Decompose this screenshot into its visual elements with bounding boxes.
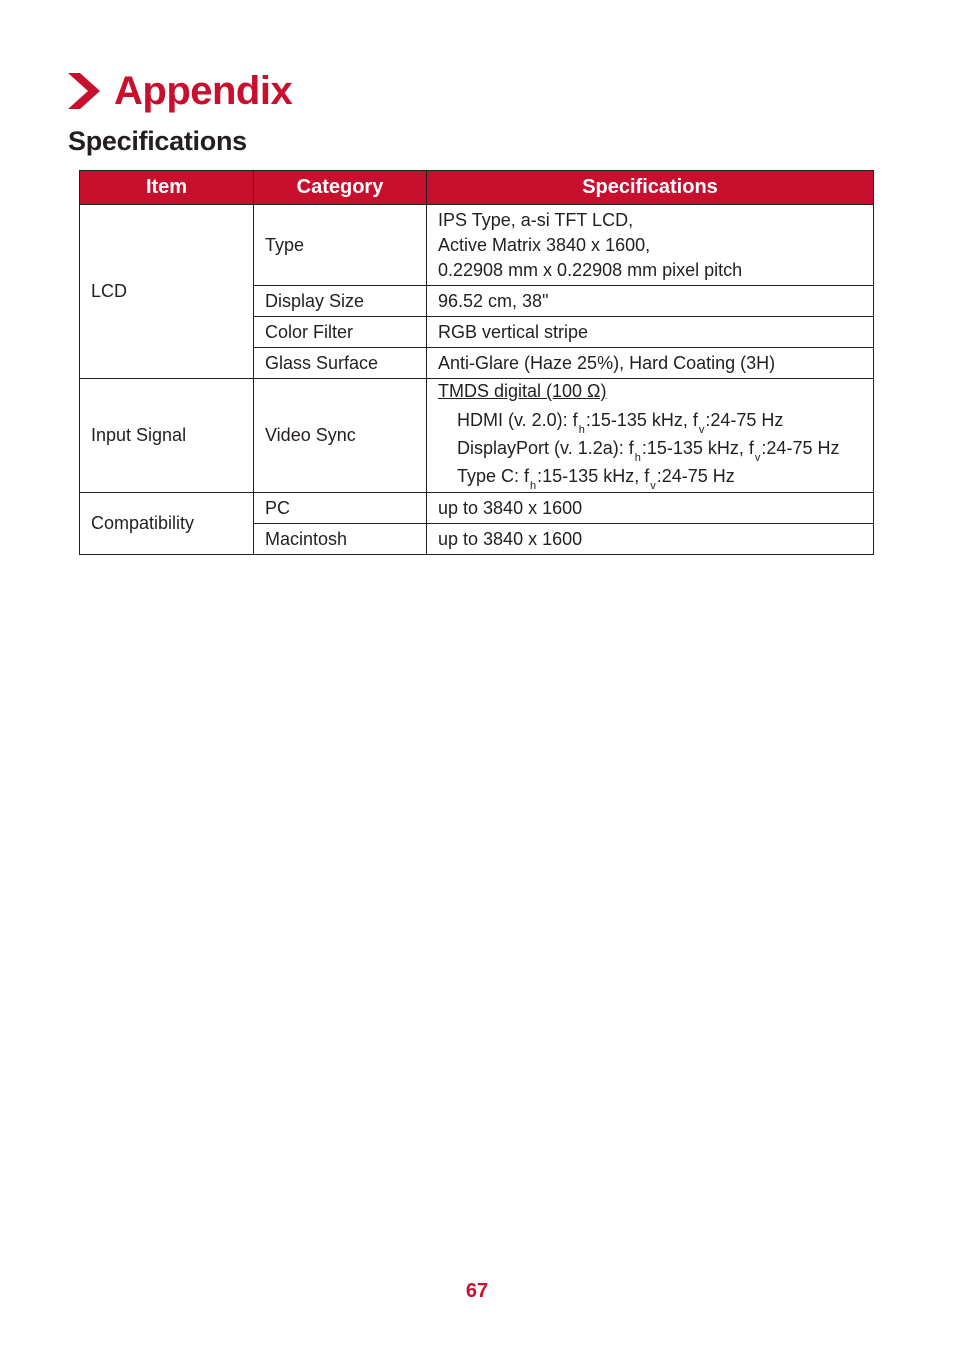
chapter-heading [66, 66, 292, 116]
sync-line-type-c [457, 464, 862, 492]
sync-text: :15-135 kHz, f [585, 410, 698, 430]
sync-lines [438, 408, 862, 492]
chevron-right-icon [66, 71, 102, 111]
table-row [80, 493, 874, 524]
item-compatibility: Compatibility [80, 493, 254, 555]
page-number: 67 [465, 1280, 489, 1302]
sync-text: DisplayPort (v. 1.2a): f [457, 438, 634, 458]
spec-type-line: IPS Type, a-si TFT LCD, [438, 209, 634, 230]
sync-text: :24-75 Hz [761, 438, 840, 458]
sync-text: Type C: f [457, 466, 530, 486]
header-item: Item [80, 171, 254, 205]
spec-type-line: 0.22908 mm x 0.22908 mm pixel pitch [438, 259, 743, 280]
spec-macintosh: up to 3840 x 1600 [427, 524, 874, 555]
subscript: v [754, 452, 761, 464]
table-header-row [80, 171, 874, 205]
header-category: Category [254, 171, 427, 205]
spec-type [427, 205, 874, 286]
header-specifications: Specifications [427, 171, 874, 205]
item-input-signal: Input Signal [80, 379, 254, 493]
table-row [80, 205, 874, 286]
subscript: v [650, 480, 656, 492]
sync-text: :15-135 kHz, f [537, 466, 650, 486]
sync-line-hdmi [457, 408, 862, 436]
spec-color-filter: RGB vertical stripe [427, 317, 874, 348]
category-macintosh: Macintosh [254, 524, 427, 555]
category-type: Type [254, 205, 427, 286]
spec-glass-surface: Anti-Glare (Haze 25%), Hard Coating (3H) [427, 348, 874, 379]
sync-text: HDMI (v. 2.0): f [457, 410, 578, 430]
table-row [80, 379, 874, 493]
tmds-heading: TMDS digital (100 Ω) [438, 381, 607, 401]
category-video-sync: Video Sync [254, 379, 427, 493]
subscript: v [698, 424, 705, 436]
sync-text: :15-135 kHz, f [641, 438, 754, 458]
subscript: h [578, 424, 585, 436]
category-color-filter: Color Filter [254, 317, 427, 348]
category-glass-surface: Glass Surface [254, 348, 427, 379]
chapter-title: Appendix [114, 68, 293, 113]
sync-line-displayport [457, 436, 862, 464]
sync-text: :24-75 Hz [705, 410, 784, 430]
item-lcd: LCD [80, 205, 254, 379]
category-pc: PC [254, 493, 427, 524]
section-title: Specifications [68, 126, 247, 156]
category-display-size: Display Size [254, 286, 427, 317]
sync-text: :24-75 Hz [656, 466, 735, 486]
spec-display-size: 96.52 cm, 38" [427, 286, 874, 317]
spec-video-sync [427, 379, 874, 493]
subscript: h [634, 452, 641, 464]
specifications-table [79, 170, 874, 555]
subscript: h [530, 480, 537, 492]
spec-pc: up to 3840 x 1600 [427, 493, 874, 524]
spec-type-line: Active Matrix 3840 x 1600, [438, 234, 651, 255]
